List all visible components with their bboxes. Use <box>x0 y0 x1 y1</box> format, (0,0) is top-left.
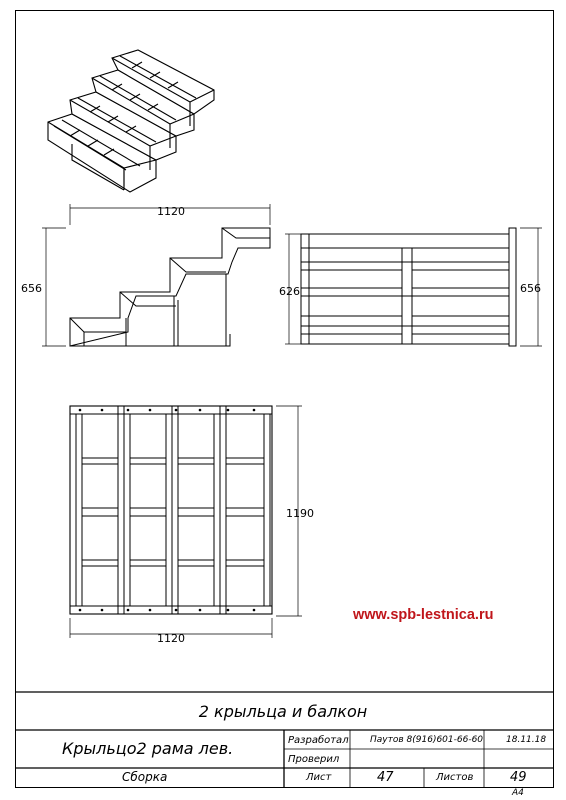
designed-label: Разработал <box>288 735 349 746</box>
sheet-number: 47 <box>377 770 394 785</box>
assembly-label: Сборка <box>122 770 168 784</box>
sheets-label: Листов <box>436 772 474 783</box>
sheet-label: Лист <box>306 772 332 783</box>
dim-side-outer: 656 <box>520 282 541 295</box>
project-title: 2 крыльца и балкон <box>198 702 368 721</box>
drawing-name: Крыльцо2 рама лев. <box>62 739 234 758</box>
isometric-view <box>48 50 214 192</box>
drawing-date: 18.11.18 <box>506 735 547 745</box>
side-elevation <box>285 228 542 346</box>
checked-label: Проверил <box>288 754 340 765</box>
website-link[interactable]: www.spb-lestnica.ru <box>353 607 494 623</box>
dim-plan-depth: 1190 <box>286 507 314 520</box>
dim-side-inner: 626 <box>279 285 300 298</box>
paper-format: А4 <box>512 788 524 798</box>
plan-view <box>70 406 302 638</box>
designer-name: Паутов 8(916)601-66-60 <box>370 735 484 745</box>
dim-front-width: 1120 <box>157 205 185 218</box>
dim-front-height: 656 <box>21 282 42 295</box>
front-elevation <box>42 204 270 346</box>
dim-plan-width: 1120 <box>157 632 185 645</box>
sheets-total: 49 <box>510 770 527 785</box>
